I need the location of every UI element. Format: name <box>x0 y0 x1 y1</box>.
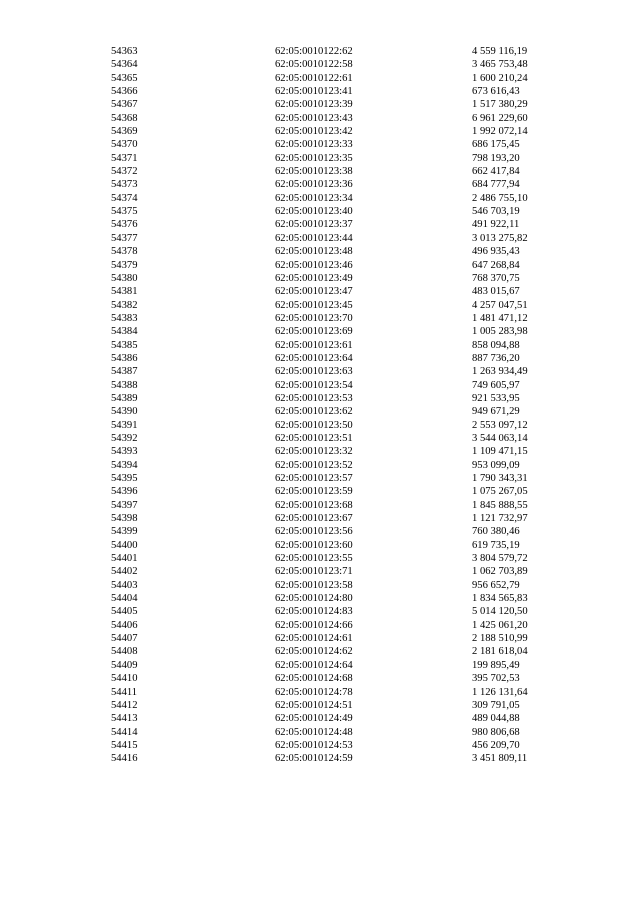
row-number: 54407 <box>111 633 138 645</box>
table-row <box>0 686 640 699</box>
table-row <box>0 165 640 178</box>
cadastral-number: 62:05:0010123:53 <box>275 392 353 404</box>
cadastral-number: 62:05:0010123:33 <box>275 139 353 151</box>
cadastral-number: 62:05:0010124:59 <box>275 753 353 765</box>
table-row <box>0 632 640 645</box>
cadastral-value: 2 181 618,04 <box>472 646 528 658</box>
cadastral-number: 62:05:0010123:50 <box>275 419 353 431</box>
cadastral-number: 62:05:0010123:54 <box>275 379 353 391</box>
row-number: 54413 <box>111 713 138 725</box>
cadastral-number: 62:05:0010124:64 <box>275 659 353 671</box>
table-row <box>0 699 640 712</box>
row-number: 54384 <box>111 326 138 338</box>
cadastral-value: 768 370,75 <box>472 272 520 284</box>
cadastral-number: 62:05:0010124:48 <box>275 726 353 738</box>
cadastral-number: 62:05:0010123:32 <box>275 446 353 458</box>
row-number: 54402 <box>111 566 138 578</box>
cadastral-value: 956 652,79 <box>472 579 520 591</box>
cadastral-number: 62:05:0010123:48 <box>275 246 353 258</box>
table-row <box>0 85 640 98</box>
cadastral-value: 3 544 063,14 <box>472 432 528 444</box>
cadastral-number: 62:05:0010123:57 <box>275 473 353 484</box>
cadastral-number: 62:05:0010123:55 <box>275 553 353 565</box>
cadastral-number: 62:05:0010123:69 <box>275 326 353 338</box>
table-row <box>0 365 640 378</box>
cadastral-value: 1 845 888,55 <box>472 499 528 511</box>
cadastral-number: 62:05:0010124:53 <box>275 739 353 751</box>
row-number: 54379 <box>111 259 138 271</box>
cadastral-value: 2 553 097,12 <box>472 419 528 431</box>
cadastral-value: 4 257 047,51 <box>472 299 528 311</box>
cadastral-number: 62:05:0010123:49 <box>275 272 353 284</box>
cadastral-value: 1 600 210,24 <box>472 72 528 84</box>
table-row <box>0 405 640 418</box>
table-row <box>0 192 640 205</box>
cadastral-value: 4 559 116,19 <box>472 46 528 57</box>
table-row <box>0 619 640 632</box>
cadastral-value: 858 094,88 <box>472 339 520 351</box>
table-row <box>0 565 640 578</box>
cadastral-number: 62:05:0010123:59 <box>275 486 353 498</box>
cadastral-value: 1 126 131,64 <box>472 686 528 698</box>
cadastral-value: 3 804 579,72 <box>472 553 528 565</box>
row-number: 54416 <box>111 753 138 765</box>
row-number: 54412 <box>111 699 138 711</box>
cadastral-number: 62:05:0010123:43 <box>275 112 353 124</box>
cadastral-value: 5 014 120,50 <box>472 606 528 618</box>
row-number: 54401 <box>111 553 138 565</box>
table-row <box>0 152 640 165</box>
table-row <box>0 218 640 231</box>
cadastral-value: 491 922,11 <box>472 219 520 231</box>
cadastral-value: 1 517 380,29 <box>472 99 528 111</box>
row-number: 54410 <box>111 673 138 685</box>
table-row <box>0 138 640 151</box>
table-row <box>0 499 640 512</box>
row-number: 54370 <box>111 139 138 151</box>
cadastral-number: 62:05:0010123:67 <box>275 513 353 525</box>
cadastral-number: 62:05:0010123:38 <box>275 166 353 178</box>
table-row <box>0 379 640 392</box>
cadastral-number: 62:05:0010123:52 <box>275 459 353 471</box>
row-number: 54363 <box>111 46 138 57</box>
row-number: 54403 <box>111 579 138 591</box>
cadastral-number: 62:05:0010123:37 <box>275 219 353 231</box>
cadastral-value: 1 790 343,31 <box>472 473 528 484</box>
cadastral-value: 3 013 275,82 <box>472 232 528 244</box>
table-row <box>0 339 640 352</box>
cadastral-number: 62:05:0010123:34 <box>275 192 353 204</box>
row-number: 54376 <box>111 219 138 231</box>
cadastral-value: 980 806,68 <box>472 726 520 738</box>
cadastral-value: 546 703,19 <box>472 206 520 218</box>
cadastral-number: 62:05:0010123:71 <box>275 566 353 578</box>
cadastral-number: 62:05:0010123:68 <box>275 499 353 511</box>
row-number: 54394 <box>111 459 138 471</box>
cadastral-number: 62:05:0010123:63 <box>275 366 353 378</box>
table-row <box>0 178 640 191</box>
cadastral-value: 1 109 471,15 <box>472 446 528 458</box>
row-number: 54381 <box>111 286 138 298</box>
cadastral-number: 62:05:0010124:49 <box>275 713 353 725</box>
row-number: 54395 <box>111 473 138 484</box>
row-number: 54408 <box>111 646 138 658</box>
cadastral-value: 395 702,53 <box>472 673 520 685</box>
row-number: 54406 <box>111 619 138 631</box>
cadastral-number: 62:05:0010124:51 <box>275 699 353 711</box>
row-number: 54390 <box>111 406 138 418</box>
table-row <box>0 245 640 258</box>
cadastral-number: 62:05:0010122:62 <box>275 46 353 57</box>
table-row <box>0 472 640 485</box>
row-number: 54366 <box>111 86 138 98</box>
table-row <box>0 299 640 312</box>
cadastral-value: 647 268,84 <box>472 259 520 271</box>
table-row <box>0 659 640 672</box>
cadastral-number: 62:05:0010123:35 <box>275 152 353 164</box>
row-number: 54365 <box>111 72 138 84</box>
cadastral-value: 921 533,95 <box>472 392 520 404</box>
row-number: 54367 <box>111 99 138 111</box>
table-row <box>0 752 640 765</box>
row-number: 54377 <box>111 232 138 244</box>
row-number: 54409 <box>111 659 138 671</box>
table-row <box>0 98 640 111</box>
cadastral-value: 1 121 732,97 <box>472 513 528 525</box>
cadastral-value: 798 193,20 <box>472 152 520 164</box>
cadastral-value: 760 380,46 <box>472 526 520 538</box>
table-row <box>0 592 640 605</box>
cadastral-number: 62:05:0010122:58 <box>275 59 353 71</box>
cadastral-number: 62:05:0010123:40 <box>275 206 353 218</box>
row-number: 54374 <box>111 192 138 204</box>
cadastral-number: 62:05:0010123:46 <box>275 259 353 271</box>
row-number: 54388 <box>111 379 138 391</box>
row-number: 54372 <box>111 166 138 178</box>
row-number: 54398 <box>111 513 138 525</box>
table-row <box>0 672 640 685</box>
cadastral-number: 62:05:0010123:39 <box>275 99 353 111</box>
table-row <box>0 312 640 325</box>
table-row <box>0 432 640 445</box>
table-row <box>0 539 640 552</box>
cadastral-number: 62:05:0010123:62 <box>275 406 353 418</box>
table-row <box>0 726 640 739</box>
cadastral-value: 686 175,45 <box>472 139 520 151</box>
cadastral-number: 62:05:0010123:64 <box>275 352 353 364</box>
cadastral-number: 62:05:0010123:56 <box>275 526 353 538</box>
cadastral-value: 673 616,43 <box>472 86 520 98</box>
row-number: 54364 <box>111 59 138 71</box>
table-row <box>0 325 640 338</box>
cadastral-number: 62:05:0010124:66 <box>275 619 353 631</box>
row-number: 54373 <box>111 179 138 191</box>
cadastral-number: 62:05:0010123:60 <box>275 539 353 551</box>
cadastral-value: 3 451 809,11 <box>472 753 528 765</box>
cadastral-value: 489 044,88 <box>472 713 520 725</box>
row-number: 54383 <box>111 312 138 324</box>
table-row <box>0 125 640 138</box>
cadastral-value: 483 015,67 <box>472 286 520 298</box>
table-row <box>0 485 640 498</box>
cadastral-number: 62:05:0010123:70 <box>275 312 353 324</box>
cadastral-value: 1 425 061,20 <box>472 619 528 631</box>
cadastral-value: 496 935,43 <box>472 246 520 258</box>
cadastral-value: 949 671,29 <box>472 406 520 418</box>
cadastral-value: 953 099,09 <box>472 459 520 471</box>
cadastral-number: 62:05:0010123:58 <box>275 579 353 591</box>
row-number: 54386 <box>111 352 138 364</box>
cadastral-value: 1 062 703,89 <box>472 566 528 578</box>
cadastral-value: 619 735,19 <box>472 539 520 551</box>
table-row <box>0 645 640 658</box>
cadastral-value: 456 209,70 <box>472 739 520 751</box>
table-row <box>0 205 640 218</box>
cadastral-value: 1 834 565,83 <box>472 593 528 605</box>
cadastral-number: 62:05:0010124:68 <box>275 673 353 685</box>
cadastral-value: 749 605,97 <box>472 379 520 391</box>
row-number: 54391 <box>111 419 138 431</box>
table-row <box>0 579 640 592</box>
cadastral-number: 62:05:0010123:44 <box>275 232 353 244</box>
table-row <box>0 45 640 58</box>
cadastral-number: 62:05:0010124:80 <box>275 593 353 605</box>
row-number: 54380 <box>111 272 138 284</box>
row-number: 54375 <box>111 206 138 218</box>
table-row <box>0 272 640 285</box>
cadastral-value: 3 465 753,48 <box>472 59 528 71</box>
cadastral-value: 1 992 072,14 <box>472 126 528 138</box>
cadastral-number: 62:05:0010122:61 <box>275 72 353 84</box>
row-number: 54393 <box>111 446 138 458</box>
row-number: 54415 <box>111 739 138 751</box>
cadastral-number: 62:05:0010123:47 <box>275 286 353 298</box>
table-row <box>0 525 640 538</box>
row-number: 54405 <box>111 606 138 618</box>
cadastral-number: 62:05:0010123:41 <box>275 86 353 98</box>
row-number: 54414 <box>111 726 138 738</box>
row-number: 54400 <box>111 539 138 551</box>
row-number: 54392 <box>111 432 138 444</box>
table-row <box>0 392 640 405</box>
cadastral-value: 309 791,05 <box>472 699 520 711</box>
data-table <box>0 45 640 766</box>
cadastral-number: 62:05:0010123:45 <box>275 299 353 311</box>
row-number: 54385 <box>111 339 138 351</box>
row-number: 54387 <box>111 366 138 378</box>
cadastral-value: 887 736,20 <box>472 352 520 364</box>
cadastral-value: 2 486 755,10 <box>472 192 528 204</box>
cadastral-value: 1 005 283,98 <box>472 326 528 338</box>
cadastral-number: 62:05:0010124:83 <box>275 606 353 618</box>
row-number: 54411 <box>111 686 138 698</box>
table-row <box>0 259 640 272</box>
cadastral-value: 1 481 471,12 <box>472 312 528 324</box>
cadastral-number: 62:05:0010124:61 <box>275 633 353 645</box>
cadastral-value: 662 417,84 <box>472 166 520 178</box>
row-number: 54396 <box>111 486 138 498</box>
table-row <box>0 459 640 472</box>
table-row <box>0 605 640 618</box>
cadastral-number: 62:05:0010123:51 <box>275 432 353 444</box>
cadastral-value: 684 777,94 <box>472 179 520 191</box>
cadastral-value: 6 961 229,60 <box>472 112 528 124</box>
row-number: 54389 <box>111 392 138 404</box>
table-row <box>0 739 640 752</box>
table-row <box>0 112 640 125</box>
cadastral-value: 1 075 267,05 <box>472 486 528 498</box>
row-number: 54369 <box>111 126 138 138</box>
table-row <box>0 445 640 458</box>
table-row <box>0 285 640 298</box>
cadastral-value: 2 188 510,99 <box>472 633 528 645</box>
cadastral-number: 62:05:0010124:78 <box>275 686 353 698</box>
row-number: 54378 <box>111 246 138 258</box>
row-number: 54404 <box>111 593 138 605</box>
table-row <box>0 232 640 245</box>
row-number: 54382 <box>111 299 138 311</box>
table-row <box>0 72 640 85</box>
table-row <box>0 419 640 432</box>
row-number: 54399 <box>111 526 138 538</box>
row-number: 54368 <box>111 112 138 124</box>
cadastral-number: 62:05:0010123:36 <box>275 179 353 191</box>
table-row <box>0 512 640 525</box>
row-number: 54397 <box>111 499 138 511</box>
cadastral-number: 62:05:0010124:62 <box>275 646 353 658</box>
table-row <box>0 552 640 565</box>
row-number: 54371 <box>111 152 138 164</box>
table-row <box>0 58 640 71</box>
cadastral-value: 1 263 934,49 <box>472 366 528 378</box>
table-row <box>0 712 640 725</box>
table-row <box>0 352 640 365</box>
cadastral-number: 62:05:0010123:61 <box>275 339 353 351</box>
cadastral-number: 62:05:0010123:42 <box>275 126 353 138</box>
cadastral-value: 199 895,49 <box>472 659 520 671</box>
